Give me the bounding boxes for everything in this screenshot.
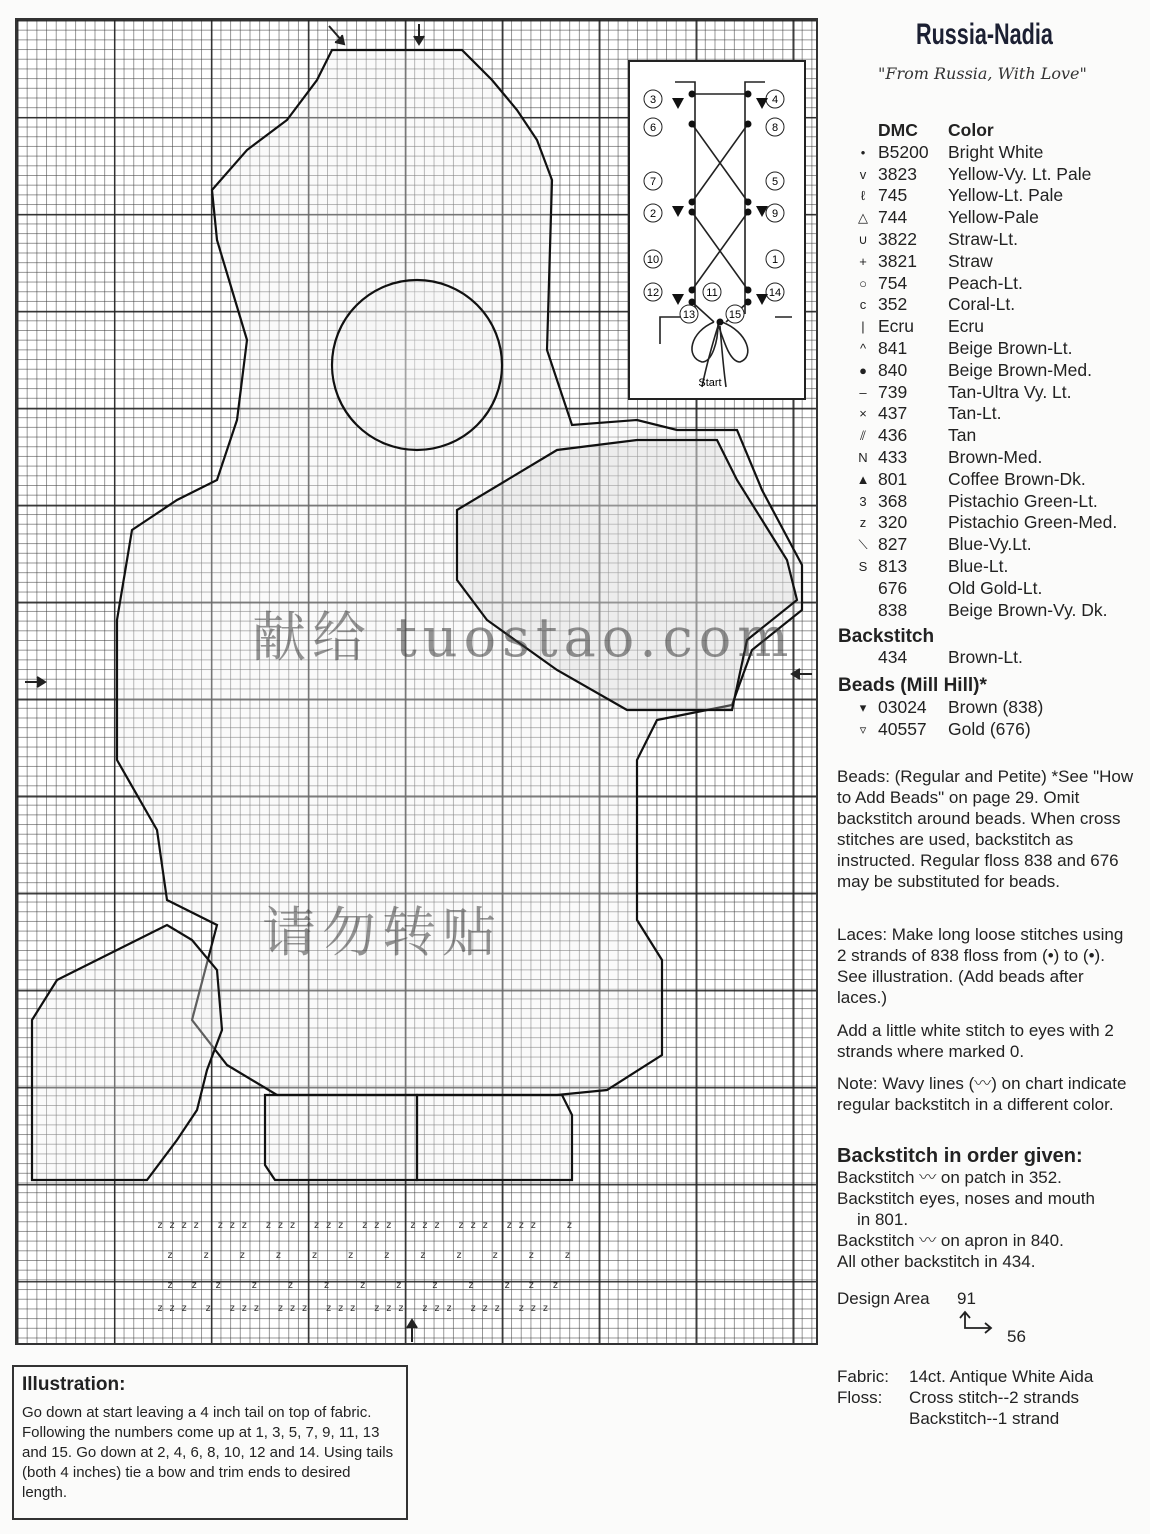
design-area-arrow-icon	[959, 1310, 999, 1338]
dmc-number: 433	[878, 446, 908, 467]
lace-illustration	[628, 60, 806, 400]
bead-marker-icon	[672, 294, 684, 305]
key-row	[848, 251, 1117, 273]
lace-point	[689, 209, 696, 216]
bead-row	[848, 719, 1117, 741]
stitch-symbol-row: z z z z z z z z z z z z z	[167, 1280, 559, 1291]
top-left-arrow-icon	[329, 26, 344, 44]
illustration-box	[12, 1365, 408, 1520]
svg-text:1: 1	[771, 254, 779, 266]
lace-point	[745, 199, 752, 206]
lace-step-number	[766, 204, 784, 222]
lace-step-number	[644, 172, 662, 190]
dmc-number: 754	[878, 272, 908, 293]
bead-color: Gold (676)	[948, 718, 1031, 739]
bottom-arrow-icon	[407, 1320, 417, 1342]
dmc-number: Ecru	[878, 316, 914, 337]
color-name: Yellow-Pale	[948, 207, 1039, 228]
backstitch-color: Brown-Lt.	[948, 647, 1023, 668]
color-name: Tan	[948, 425, 977, 446]
stitch-symbol-icon: ●	[859, 362, 867, 378]
left-arrow-icon	[25, 677, 45, 687]
color-name: Beige Brown-Vy. Dk.	[948, 599, 1108, 620]
lace-point	[689, 287, 696, 294]
color-name: Peach-Lt.	[948, 272, 1023, 293]
dmc-number: 368	[878, 490, 908, 511]
color-name: Coffee Brown-Dk.	[948, 468, 1086, 489]
stitch-symbol-icon	[848, 578, 878, 600]
lace-point	[745, 209, 752, 216]
key-header	[848, 120, 1117, 142]
right-arrow-icon	[792, 669, 812, 679]
stitch-symbol-icon: ⟍	[858, 537, 868, 553]
key-row	[848, 273, 1117, 295]
lace-diagram	[630, 62, 808, 402]
key-row	[848, 142, 1117, 164]
dmc-number: 813	[878, 555, 908, 576]
color-name: Tan-Lt.	[948, 403, 1002, 424]
lace-point	[717, 319, 724, 326]
key-row	[848, 600, 1117, 622]
fabric-value: 14ct. Antique White Aida	[909, 1367, 1094, 1386]
color-name: Straw-Lt.	[948, 228, 1019, 249]
stitch-symbol-icon: +	[859, 253, 867, 269]
bead-code: 40557	[878, 718, 927, 739]
lace-step-number	[703, 283, 721, 301]
lace-point	[745, 121, 752, 128]
color-name: Yellow-Lt. Pale	[948, 185, 1064, 206]
dmc-number: B5200	[878, 141, 929, 162]
color-name: Coral-Lt.	[948, 294, 1016, 315]
key-row	[848, 294, 1117, 316]
color-name: Yellow-Vy. Lt. Pale	[948, 163, 1092, 184]
color-key	[838, 120, 1118, 741]
key-row	[848, 207, 1117, 229]
design-width: 56	[1007, 1327, 1026, 1346]
svg-text:7: 7	[649, 176, 657, 188]
stitch-symbol-icon: |	[861, 319, 865, 335]
stitch-symbol-icon: c	[859, 297, 867, 313]
svg-text:2: 2	[649, 208, 657, 220]
stitch-symbol-row: z z z z z z z z z z z z z z z z z z z z z z z z z	[157, 1303, 549, 1314]
color-name: Brown-Med.	[948, 446, 1043, 467]
bead-symbol-icon: ▾	[859, 700, 867, 716]
svg-text:5: 5	[771, 176, 779, 188]
start-label: Start	[698, 377, 722, 389]
lace-point	[745, 287, 752, 294]
head-outline	[332, 280, 502, 450]
dmc-number: 841	[878, 337, 908, 358]
dmc-number: 744	[878, 207, 908, 228]
lace-step-number	[680, 305, 698, 323]
lace-point	[689, 121, 696, 128]
illustration-text: Go down at start leaving a 4 inch tail on top of fabric. Following the numbers come up at 1, 3, 5, 7, 9, 11, 13 and 15. Go down at 2, 4, 6, 8, 10, 12 and 14. Using tails (both 4 inches) tie a bow and trim ends to desired length.	[22, 1404, 394, 1501]
dmc-number: 676	[878, 577, 908, 598]
backstitch-dmc: 434	[878, 647, 908, 668]
backstitch-line: in 801.	[857, 1210, 909, 1229]
svg-text:15: 15	[728, 309, 742, 321]
lace-step-number	[644, 283, 662, 301]
key-row	[848, 229, 1117, 251]
stitch-symbol-icon: ⫽	[860, 428, 866, 444]
color-name: Pistachio Green-Med.	[948, 512, 1118, 533]
dmc-number: 320	[878, 512, 908, 533]
design-area	[837, 1288, 1137, 1346]
key-row	[848, 556, 1117, 578]
stitch-symbol-row: z z z z z z z z z z z z	[167, 1250, 571, 1261]
lace-step-number	[644, 204, 662, 222]
right-foot-outline	[417, 1095, 572, 1180]
key-row	[848, 425, 1117, 447]
color-name: Pistachio Green-Lt.	[948, 490, 1098, 511]
laces-note: Laces: Make long loose stitches using 2 strands of 838 floss from (•) to (•). See illustration. (Add beads after laces.)	[837, 925, 1124, 1007]
bead-marker-icon	[672, 206, 684, 217]
svg-text:13: 13	[682, 309, 696, 321]
lace-step-number	[644, 90, 662, 108]
lace-step-number	[644, 118, 662, 136]
backstitch-order	[837, 1146, 1147, 1272]
floss-label: Floss:	[837, 1388, 883, 1407]
key-row	[848, 360, 1117, 382]
key-row	[848, 316, 1117, 338]
lace-point	[689, 199, 696, 206]
lace-point	[745, 91, 752, 98]
lace-step-number	[766, 250, 784, 268]
color-name: Beige Brown-Med.	[948, 359, 1092, 380]
color-name: Old Gold-Lt.	[948, 577, 1043, 598]
lace-step-number	[766, 118, 784, 136]
stitch-symbol-icon: ○	[859, 275, 867, 291]
key-row	[848, 382, 1117, 404]
svg-text:8: 8	[771, 122, 779, 134]
watermark-text: 请勿转贴	[262, 901, 502, 964]
backstitch-line: All other backstitch in 434.	[837, 1252, 1036, 1271]
color-name: Tan-Ultra Vy. Lt.	[948, 381, 1072, 402]
backstitch-line: Backstitch eyes, noses and mouth	[837, 1189, 1095, 1208]
stitch-symbol-icon: ^	[859, 340, 867, 356]
svg-text:6: 6	[649, 122, 657, 134]
floss-backstitch: Backstitch--1 strand	[909, 1409, 1060, 1428]
stitch-symbol-icon: N	[858, 449, 868, 465]
dmc-number: 745	[878, 185, 908, 206]
pattern-title: Russia-Nadia	[916, 18, 1053, 51]
color-name: Blue-Lt.	[948, 555, 1009, 576]
color-name: Blue-Vy.Lt.	[948, 534, 1032, 555]
dmc-number: 3823	[878, 163, 917, 184]
eyes-note: Add a little white stitch to eyes with 2 strands where marked 0.	[837, 1021, 1114, 1061]
beads-note: Beads: (Regular and Petite) *See "How to Add Beads" on page 29. Omit backstitch around beads. When cross stitches are used, backstitch as instructed. Regular floss 838 and 676 may be substituted for beads.	[837, 767, 1134, 891]
illustration-heading: Illustration:	[22, 1374, 126, 1395]
key-row	[848, 185, 1117, 207]
stitch-symbol-icon: △	[858, 210, 868, 226]
backstitch-line: Backstitch 〰 on apron in 840.	[837, 1231, 1064, 1250]
key-row	[848, 338, 1117, 360]
wavy-lines-note: Note: Wavy lines (〰) on chart indicate regular backstitch in a different color.	[837, 1074, 1127, 1114]
dmc-number: 352	[878, 294, 908, 315]
stitch-symbol-row: z z z z z z z z z z z z z z z z z z z z z z z z z z	[157, 1220, 573, 1231]
stitch-symbol-icon: ×	[859, 406, 867, 422]
floss-cross: Cross stitch--2 strands	[909, 1388, 1080, 1407]
bead-marker-icon	[756, 98, 768, 109]
key-row	[848, 578, 1117, 600]
stitch-symbol-icon	[848, 600, 878, 622]
stitch-symbol-icon: S	[858, 558, 868, 574]
lace-point	[745, 299, 752, 306]
dmc-header: DMC	[878, 120, 918, 140]
stitch-symbol-icon: ℓ	[860, 188, 866, 204]
stitch-symbol-icon: v	[859, 166, 867, 182]
key-row	[848, 403, 1117, 425]
dmc-number: 827	[878, 534, 908, 555]
lace-step-number	[766, 90, 784, 108]
top-arrow-icon	[414, 24, 424, 44]
color-name: Straw	[948, 250, 993, 271]
design-height: 91	[957, 1289, 976, 1308]
lace-step-number	[644, 250, 662, 268]
svg-text:4: 4	[771, 94, 779, 106]
bead-marker-icon	[672, 98, 684, 109]
svg-text:10: 10	[646, 254, 660, 266]
bead-code: 03024	[878, 697, 927, 718]
backstitch-row	[848, 647, 1117, 669]
fabric-floss	[837, 1366, 1137, 1429]
stitch-symbol-icon: •	[860, 144, 866, 160]
stitch-symbol-icon: ▲	[856, 471, 870, 487]
lace-point	[689, 299, 696, 306]
dmc-number: 801	[878, 468, 908, 489]
dmc-number: 3821	[878, 250, 917, 271]
left-foot-outline	[265, 1095, 417, 1180]
lace-step-number	[766, 283, 784, 301]
svg-text:12: 12	[646, 287, 660, 299]
svg-text:3: 3	[649, 94, 657, 106]
bead-symbol-icon: ▿	[859, 721, 867, 737]
bead-marker-icon	[756, 294, 768, 305]
bead-color: Brown (838)	[948, 697, 1044, 718]
dmc-number: 739	[878, 381, 908, 402]
key-row	[848, 469, 1117, 491]
dmc-number: 840	[878, 359, 908, 380]
color-name: Ecru	[948, 316, 984, 337]
dmc-number: 3822	[878, 228, 917, 249]
svg-text:9: 9	[771, 208, 779, 220]
beads-heading: Beads (Mill Hill)*	[838, 675, 987, 697]
lace-step-number	[726, 305, 744, 323]
dmc-number: 838	[878, 599, 908, 620]
fabric-label: Fabric:	[837, 1367, 889, 1386]
key-row	[848, 512, 1117, 534]
color-name: Beige Brown-Lt.	[948, 337, 1073, 358]
svg-text:14: 14	[768, 287, 782, 299]
design-area-label: Design Area	[837, 1289, 930, 1308]
stitch-symbol-icon: z	[859, 515, 867, 531]
key-row	[848, 534, 1117, 556]
stitch-symbol-icon: ∪	[858, 231, 868, 247]
dmc-number: 437	[878, 403, 908, 424]
color-name: Bright White	[948, 141, 1044, 162]
key-row	[848, 164, 1117, 186]
stitch-symbol-icon: –	[859, 384, 867, 400]
key-row	[848, 491, 1117, 513]
watermark-text: 献给 tuostao.com	[252, 606, 795, 669]
lace-step-number	[766, 172, 784, 190]
backstitch-heading: Backstitch	[838, 625, 935, 647]
backstitch-line: Backstitch 〰 on patch in 352.	[837, 1168, 1062, 1187]
color-header: Color	[948, 120, 994, 140]
bead-row	[848, 697, 1117, 719]
key-row	[848, 447, 1117, 469]
svg-text:11: 11	[706, 287, 718, 299]
tail-outline	[32, 925, 222, 1180]
stitch-symbol-icon: 3	[859, 493, 867, 509]
backstitch-order-heading: Backstitch in order given:	[837, 1145, 1083, 1167]
lace-point	[689, 91, 696, 98]
dmc-number: 436	[878, 425, 908, 446]
pattern-subtitle: "From Russia, With Love"	[878, 64, 1087, 83]
